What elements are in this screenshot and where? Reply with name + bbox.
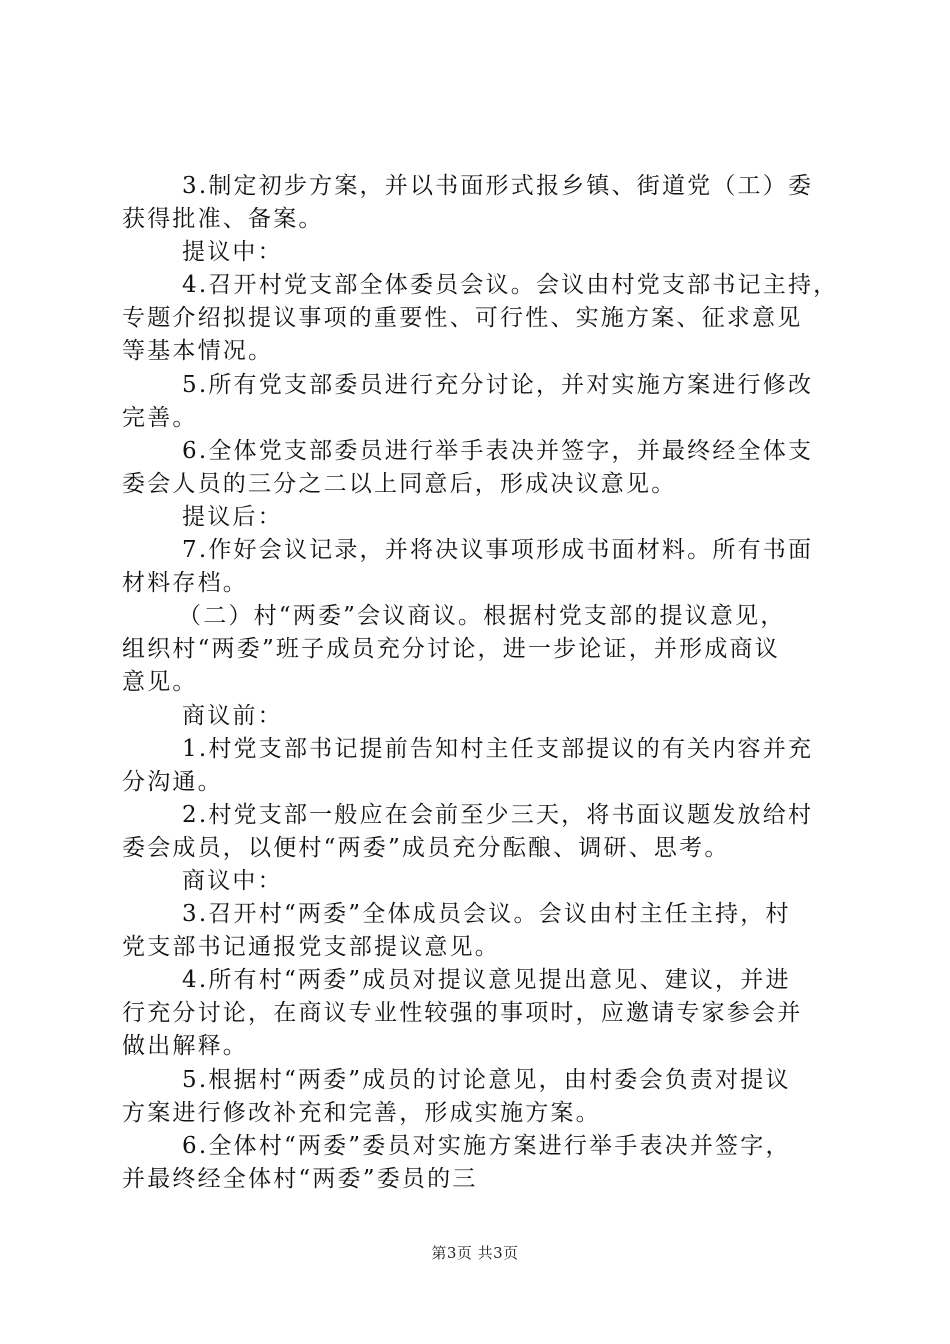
- text-line: 6.全体党支部委员进行举手表决并签字，并最终经全体支: [182, 437, 814, 464]
- text-line: 6.全体村“两委”委员对实施方案进行举手表决并签字，: [182, 1132, 791, 1159]
- text-line: 获得批准、备案。: [122, 206, 324, 233]
- text-line: 等基本情况。: [122, 338, 274, 365]
- text-line: 1.村党支部书记提前告知村主任支部提议的有关内容并充: [182, 735, 814, 762]
- text-line: 做出解释。: [122, 1033, 248, 1060]
- page-footer: 第3页 共3页: [431, 1244, 519, 1262]
- text-line: 5.所有党支部委员进行充分讨论，并对实施方案进行修改: [182, 371, 814, 398]
- text-line: 2.村党支部一般应在会前至少三天，将书面议题发放给村: [182, 801, 814, 828]
- text-line: 委会人员的三分之二以上同意后，形成决议意见。: [122, 470, 677, 497]
- text-line: 5.根据村“两委”成员的讨论意见，由村委会负责对提议: [182, 1066, 791, 1093]
- text-line: 3.召开村“两委”全体成员会议。会议由村主任主持，村: [182, 901, 791, 928]
- text-line: 意见。: [122, 669, 198, 696]
- text-line: 商议前：: [182, 702, 283, 729]
- text-line: 方案进行修改补充和完善，形成实施方案。: [122, 1099, 601, 1126]
- text-line: 专题介绍拟提议事项的重要性、可行性、实施方案、征求意见: [122, 305, 803, 332]
- text-line: 完善。: [122, 404, 198, 431]
- text-line: 委会成员，以便村“两委”成员充分酝酿、调研、思考。: [122, 834, 730, 861]
- text-line: 商议中：: [182, 867, 283, 894]
- text-line: 分沟通。: [122, 768, 223, 795]
- text-line: 3.制定初步方案，并以书面形式报乡镇、街道党（工）委: [182, 173, 814, 199]
- text-line: 党支部书记通报党支部提议意见。: [122, 934, 500, 961]
- text-line: 行充分讨论，在商议专业性较强的事项时，应邀请专家参会并: [122, 1000, 803, 1027]
- text-line: 组织村“两委”班子成员充分讨论，进一步论证，并形成商议: [122, 636, 780, 663]
- text-line: 7.作好会议记录，并将决议事项形成书面材料。所有书面: [182, 537, 814, 564]
- text-line: （二）村“两委”会议商议。根据村党支部的提议意见，: [178, 603, 786, 630]
- text-line: 4.召开村党支部全体委员会议。会议由村党支部书记主持，: [182, 272, 839, 299]
- text-line: 材料存档。: [122, 570, 248, 597]
- text-line: 提议中：: [182, 239, 283, 266]
- text-line: 并最终经全体村“两委”委员的三: [122, 1165, 478, 1192]
- document-body: [122, 170, 842, 1196]
- text-line: 4.所有村“两委”成员对提议意见提出意见、建议，并进: [182, 967, 791, 994]
- text-line: 提议后：: [182, 503, 283, 530]
